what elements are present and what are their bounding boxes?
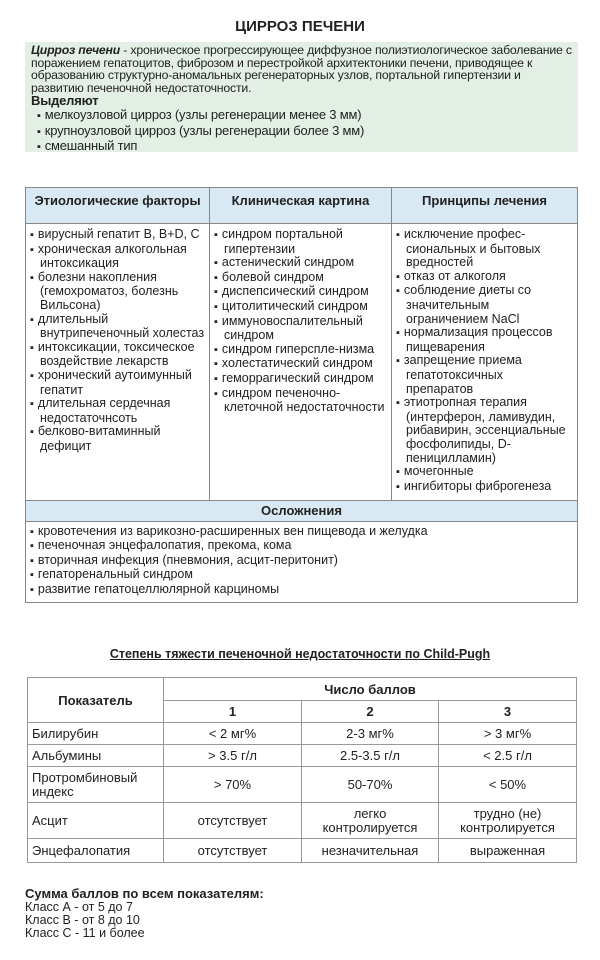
list-item: ▪ астенический синдром	[214, 256, 387, 271]
header-treatment: Принципы лечения	[392, 188, 578, 224]
score-cell: 50-70%	[302, 767, 439, 803]
list-item: ▪ ингибиторы фиброгенеза	[396, 480, 573, 495]
list-item: ▪ развитие гепатоцеллюлярной карциномы	[30, 583, 573, 598]
list-item: ▪ этиотропная терапия (интерферон, ламивудин, рибавирин, эссенциальные фосфолипиды, D-пеницилламин)	[396, 396, 573, 465]
score-cell: незначительная	[302, 839, 439, 863]
score-cell: выраженная	[439, 839, 577, 863]
page-title: ЦИРРОЗ ПЕЧЕНИ	[235, 18, 365, 35]
score-cell: > 3.5 г/л	[164, 745, 302, 767]
indicator-cell: Протромбиновый индекс	[28, 767, 164, 803]
list-item: ▪ смешанный тип	[37, 139, 572, 155]
table-row	[28, 767, 577, 803]
list-item: ▪ запрещение приема гепатотоксичных препаратов	[396, 354, 573, 396]
list-item: ▪ отказ от алкоголя	[396, 270, 573, 285]
header-point-3: 3	[439, 701, 577, 723]
list-item: ▪ исключение профес-сиональных и бытовых вредностей	[396, 228, 573, 270]
list-item: ▪ кровотечения из варикозно-расширенных вен пищевода и желудка	[30, 525, 573, 540]
definition-body: - хроническое прогрессирующее диффузное полиэтиологическое заболевание с поражением гепатоцитов, фиброзом и перестройкой архитектоники печени, приводящее к образованию структурно-аномальных регенераторных узлов, портальной гипертензии и развитию печеночной недостаточности.	[31, 43, 572, 95]
score-cell: легко контролируется	[302, 803, 439, 839]
score-cell: 2.5-3.5 г/л	[302, 745, 439, 767]
score-cell: 2-3 мг%	[302, 723, 439, 745]
list-item: ▪ крупноузловой цирроз (узлы регенерации более 3 мм)	[37, 124, 572, 140]
list-item: ▪ длительный внутрипеченочный холестаз	[30, 313, 205, 341]
types-list	[31, 108, 572, 155]
list-item: ▪ синдром портальной гипертензии	[214, 228, 387, 256]
list-item: ▪ холестатический синдром	[214, 357, 387, 372]
etiology-cell	[26, 224, 210, 501]
list-item: ▪ диспепсический синдром	[214, 285, 387, 300]
indicator-cell: Альбумины	[28, 745, 164, 767]
definition-box	[25, 42, 578, 152]
table-row	[28, 745, 577, 767]
table-row	[28, 803, 577, 839]
list-item: ▪ интоксикации, токсическое воздействие лекарств	[30, 341, 205, 369]
score-cell: < 2.5 г/л	[439, 745, 577, 767]
list-item: ▪ соблюдение диеты со значительным ограничением NaCl	[396, 284, 573, 326]
header-point-2: 2	[302, 701, 439, 723]
summary	[25, 887, 264, 940]
indicator-cell: Билирубин	[28, 723, 164, 745]
list-item: ▪ мочегонные	[396, 465, 573, 480]
treatment-cell	[392, 224, 578, 501]
list-item: ▪ синдром печеночно-клеточной недостаточности	[214, 387, 387, 415]
summary-heading: Сумма баллов по всем показателям:	[25, 886, 264, 901]
header-points: Число баллов	[164, 678, 577, 701]
header-indicator: Показатель	[28, 678, 164, 723]
list-item: ▪ длительная сердечная недостаточнсоть	[30, 397, 205, 425]
header-etiology: Этиологические факторы	[26, 188, 210, 224]
list-item: ▪ вирусный гепатит В, В+D, С	[30, 228, 205, 243]
clinical-cell	[210, 224, 392, 501]
table-row	[28, 723, 577, 745]
cirrhosis-table	[25, 187, 578, 603]
list-item: ▪ геморрагический синдром	[214, 372, 387, 387]
class-a: Класс А - от 5 до 7	[25, 900, 133, 914]
complications-header: Осложнения	[26, 501, 578, 522]
definition-text	[31, 44, 572, 94]
score-cell: трудно (не) контролируется	[439, 803, 577, 839]
list-item: ▪ хронический аутоимунный гепатит	[30, 369, 205, 397]
score-cell: > 70%	[164, 767, 302, 803]
list-item: ▪ болевой синдром	[214, 271, 387, 286]
header-point-1: 1	[164, 701, 302, 723]
list-item: ▪ мелкоузловой цирроз (узлы регенерации менее 3 мм)	[37, 108, 572, 124]
child-pugh-title: Степень тяжести печеночной недостаточности по Child-Pugh	[109, 647, 491, 661]
header-clinical: Клиническая картина	[210, 188, 392, 224]
complications-cell	[26, 521, 578, 602]
indicator-cell: Асцит	[28, 803, 164, 839]
score-cell: < 50%	[439, 767, 577, 803]
class-c: Класс С - 11 и более	[25, 926, 145, 940]
class-b: Класс В - от 8 до 10	[25, 913, 140, 927]
list-item: ▪ болезни накопления (гемохроматоз, болезнь Вильсона)	[30, 271, 205, 313]
list-item: ▪ хроническая алкогольная интоксикация	[30, 243, 205, 271]
list-item: ▪ вторичная инфекция (пневмония, асцит-перитонит)	[30, 554, 573, 569]
list-item: ▪ иммуновоспалительный синдром	[214, 315, 387, 343]
child-pugh-table	[27, 677, 577, 863]
score-cell: > 3 мг%	[439, 723, 577, 745]
indicator-cell: Энцефалопатия	[28, 839, 164, 863]
list-item: ▪ синдром гиперсплe-низма	[214, 343, 387, 358]
list-item: ▪ гепаторенальный синдром	[30, 568, 573, 583]
types-heading: Выделяют	[31, 93, 99, 109]
list-item: ▪ нормализация процессов пищеварения	[396, 326, 573, 354]
score-cell: отсутствует	[164, 839, 302, 863]
list-item: ▪ печеночная энцефалопатия, прекома, кома	[30, 539, 573, 554]
list-item: ▪ белково-витаминный дефицит	[30, 425, 205, 453]
score-cell: < 2 мг%	[164, 723, 302, 745]
score-cell: отсутствует	[164, 803, 302, 839]
definition-term: Цирроз печени	[31, 43, 121, 57]
table-row	[28, 839, 577, 863]
list-item: ▪ цитолитический синдром	[214, 300, 387, 315]
